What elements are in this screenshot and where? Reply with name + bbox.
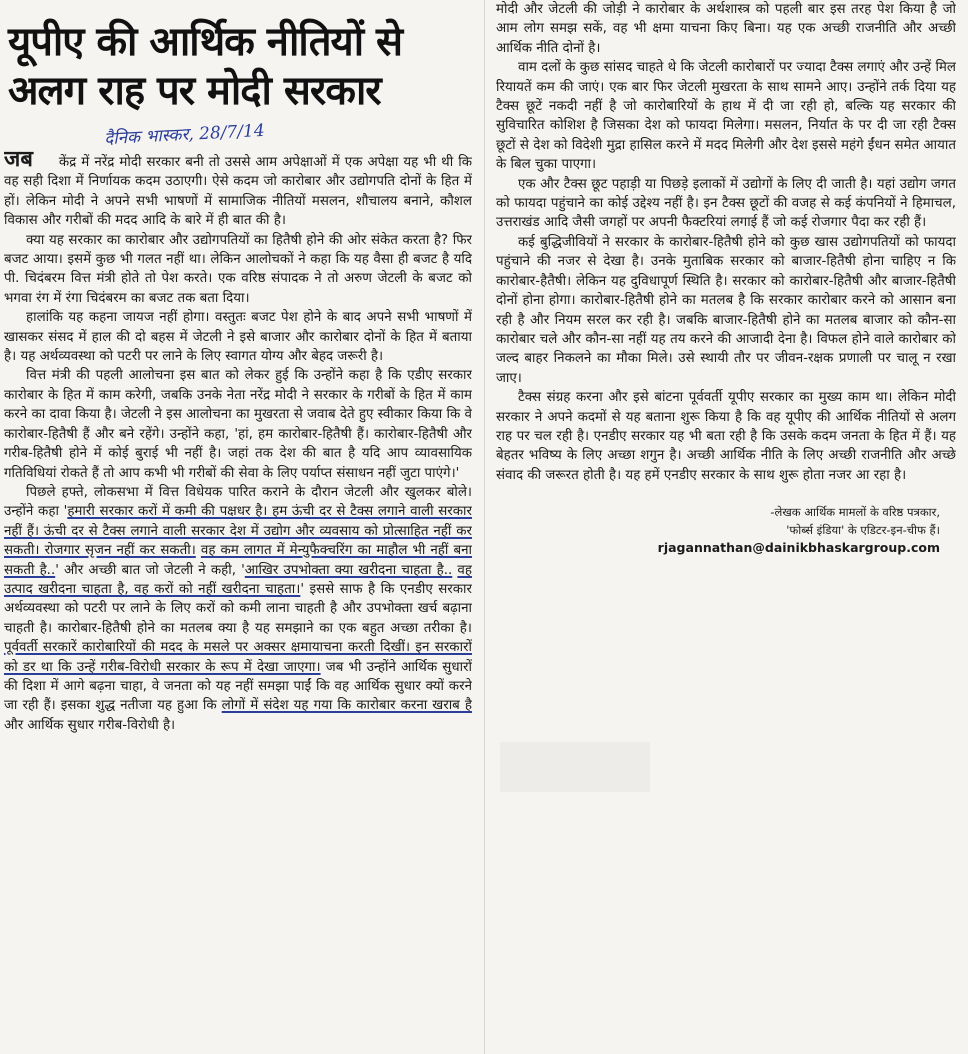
underlined-quote-2: वह कम लागत में मेन्युफैक्चरिंग का माहौल भी नहीं बना सकती है.. bbox=[4, 543, 472, 578]
p5-text-1: पिछले हफ्ते, लोकसभा में वित्त विधेयक पारित कराने के दौरान जेटली और खुलकर बोले। उन्होंने कहा ' bbox=[4, 484, 472, 520]
paragraph-1-text: केंद्र में नरेंद्र मोदी सरकार बनी तो उससे आम अपेक्षाओं में एक अपेक्षा यह भी थी कि वह सही दिशा में निर्णायक कदम उठाएगी। ऐसे कदम जो कारोबार और उद्योगपति दोनों के हित में हों। लेकिन मोदी ने अपने सभी भाषणों में सामाजिक नीतियों मसलन, शौचालय बनाने, कौशल विकास और गरीबों की मदद आदि के बारे में ही बात की है। bbox=[4, 155, 472, 229]
credit-line-2: 'फोर्ब्स इंडिया' के एडिटर-इन-चीफ हैं। bbox=[786, 523, 940, 538]
underlined-quote-6: लोगों में संदेश यह गया कि कारोबार करना खराब है bbox=[221, 698, 472, 714]
right-column-body bbox=[496, 0, 956, 485]
underlined-quote-4: वह उत्पाद खरीदना चाहता है, वह करों को नहीं खरीदना चाहता। bbox=[4, 562, 472, 597]
p5-text-5: ' इससे साफ है कि एनडीए सरकार अर्थव्यवस्था को पटरी पर लाने के लिए करों को कमी लाना चाहती है और उपभोक्ता खर्च बढ़ाना चाहती है। कारोबार-हितैषी होने का मतलब क्या है यह समझाने का एक बहुत अच्छा तरीका है। bbox=[4, 581, 472, 636]
handwritten-date-note: दैनिक भास्कर, 28/7/14 bbox=[103, 120, 266, 150]
right-paragraph-3: एक और टैक्स छूट पहाड़ी या पिछड़े इलाकों में उद्योगों के लिए दी जाती है। यहां उद्योग जगत को फायदा पहुंचाने का कोई उद्देश्य नहीं है। इन टैक्स छूटों की वजह से कई कंपनियों ने हिमाचल, उत्तराखंड आदि जैसी जगहों पर अपनी फैक्टरियां लगाई हैं जो कई रोजगार पैदा कर रही हैं। bbox=[496, 176, 956, 231]
article-headline: यूपीए की आर्थिक नीतियों से अलग राह पर मोदी सरकार bbox=[8, 19, 403, 114]
p5-text-3: ' और अच्छी बात जो जेटली ने कही, ' bbox=[55, 562, 245, 578]
credit-line-1: -लेखक आर्थिक मामलों के वरिष्ठ पत्रकार, bbox=[770, 505, 940, 520]
paragraph-2: क्या यह सरकार का कारोबार और उद्योगपतियों का हितैषी होने की ओर संकेत करता है? फिर बजट आया। इसमें कुछ भी गलत नहीं था। लेकिन आलोचकों ने कहा कि यह वैसा ही बजट है यदि पी. चिदंबरम वित्त मंत्री होते तो पेश करते। एक वरिष्ठ संपादक ने तो अरुण जेटली के बजट को भगवा रंग में रंगा चिदंबरम का बजट तक बता दिया। bbox=[4, 232, 472, 306]
dropcap: जब bbox=[4, 147, 33, 172]
left-column bbox=[4, 18, 472, 1054]
p5-text-6: जब भी उन्होंने आर्थिक सुधारों की दिशा में आगे बढ़ना चाहा, वे जनता को यह नहीं समझा पाईं कि वह आर्थिक सुधार क्यों करने जा रही हैं। इसका शुद्ध नतीजा यह हुआ कि bbox=[4, 659, 472, 714]
underlined-quote-5: पूर्ववर्ती सरकारें कारोबारियों की मदद के मसले पर अक्सर क्षमायाचना करती दिखीं। इन सरकारों को डर था कि उन्हें गरीब-विरोधी सरकार के रूप में देखा जाएगा। bbox=[4, 640, 472, 675]
right-column bbox=[496, 0, 956, 790]
author-email: rjagannathan@dainikbhaskargroup.com bbox=[657, 540, 940, 556]
left-column-body bbox=[4, 147, 472, 735]
paragraph-4: वित्त मंत्री की पहली आलोचना इस बात को लेकर हुई कि उन्होंने कहा है कि एडीए सरकार कारोबार के हित में काम करेगी, जबकि उनके नेता नरेंद्र मोदी ने सरकार के गरीबों के हित में काम करने का दावा किया है। जेटली ने इस आलोचना का मुखरता से जवाब देते हुए स्वीकार किया कि वे कारोबार-हितैषी हैं और बने रहेंगे। उन्होंने कहा, 'हां, हम कारोबार-हितैषी हैं। कारोबार-हितैषी और गरीब-हितैषी होने में कोई बुराई भी नहीं है। जहां तक देश की बात है यदि आप व्यावसायिक गतिविधियां रोकते हैं तो आप कभी भी गरीबों की सेवा के लिए पर्याप्त संसाधन नहीं जुटा पाएंगे।' bbox=[4, 368, 472, 481]
underlined-quote-1: हमारी सरकार करों में कमी की पक्षधर है। हम ऊंची दर से टैक्स लगाने वाली सरकार नहीं हैं। ऊंची दर से टैक्स लगाने वाली सरकार देश में उद्योग और व्यवसाय को प्रोत्साहित नहीं कर सकती। रोजगार सृजन नहीं कर सकती। bbox=[4, 504, 472, 559]
paragraph-5 bbox=[4, 483, 472, 735]
paragraph-3: हालांकि यह कहना जायज नहीं होगा। वस्तुतः बजट पेश होने के बाद अपने सभी भाषणों में खासकर संसद में हाल की दो बहस में जेटली ने इसे बाजार और कारोबार दोनों के हित में बताया है। यह अर्थव्यवस्था को पटरी पर लाने के लिए स्वागत योग्य और बेहद जरूरी है। bbox=[4, 310, 472, 365]
author-credit bbox=[496, 503, 956, 557]
right-paragraph-4: कई बुद्धिजीवियों ने सरकार के कारोबार-हितैषी होने को कुछ खास उद्योगपतियों को फायदा पहुंचाने की नजर से देखा है। उनके मुताबिक सरकार को बाजार-हितैषी होना चाहिए न कि कारोबार-हैतैषी। लेकिन यह दुविधापूर्ण स्थिति है। सरकार को कारोबार-हितैषी और बाजार-हितैषी दोनों होना होगा। कारोबार-हितैषी होने का मतलब है कि सरकार कारोबार करने को आसान बना रही है और नियम सरल कर रही है। जबकि बाजार-हितैषी होने का मतलब बाजार को कौन-सा कारोबार चले और कौन-सा नहीं यह तय करने की आजादी देना है। विफल होने वाले कारोबार को जल्द बाहर निकलने का मौका मिले। उसे स्थायी तौर पर जीवन-रक्षक प्रणाली पर चालू न रखा जाए। bbox=[496, 234, 956, 386]
column-divider bbox=[484, 0, 485, 1054]
p5-text-7: और आर्थिक सुधार गरीब-विरोधी है। bbox=[4, 717, 176, 733]
right-paragraph-1: मोदी और जेटली की जोड़ी ने कारोबार के अर्थशास्त्र को पहली बार इस तरह पेश किया है जो आम लोग समझ सकें, वह भी क्षमा याचना किए बिना। यह एक अच्छी राजनीति और अच्छी आर्थिक नीति दोनों है। bbox=[496, 2, 956, 56]
right-paragraph-5: टैक्स संग्रह करना और इसे बांटना पूर्ववर्ती यूपीए सरकार का मुख्य काम था। लेकिन मोदी सरकार ने अपने कदमों से यह बताना शुरू किया है कि वह यूपीए की आर्थिक नीतियों से अलग राह पर चल रही है। एनडीए सरकार यह भी बता रही है कि उसके कदम जनता के हित में हैं। यह बेहतर भविष्य के लिए अच्छा शगुन है। अच्छी आर्थिक नीति के लिए अच्छी राजनीति और अच्छे संवाद की जरूरत होती है। यह हमें एनडीए सरकार के साथ शुरू होता नजर आ रहा है। bbox=[496, 390, 956, 483]
underlined-quote-3: आखिर उपभोक्ता क्या खरीदना चाहता है.. bbox=[244, 562, 453, 578]
paragraph-1 bbox=[4, 147, 472, 231]
right-paragraph-2: वाम दलों के कुछ सांसद चाहते थे कि जेटली कारोबारों पर ज्यादा टैक्स लगाएं और उन्हें मिल रियायतें कम की जाएं। एक बार फिर जेटली मुखरता के साथ सामने आए। उन्होंने तर्क दिया यह टैक्स छूटें नकदी नहीं है जो कारोबारियों के हाथ में दी जा रही हो, बल्कि यह सरकार की सुविचारित कोशिश है जिसका देश को फायदा मिलेगा। मसलन, निर्यात के पर दी जा रही टैक्स छूटों से देश को विदेशी मुद्रा हासिल करने में मदद मिलेगी और देश इससे महंगे ईंधन समेत आयात के बिल चुका पाएगा। bbox=[496, 60, 956, 173]
